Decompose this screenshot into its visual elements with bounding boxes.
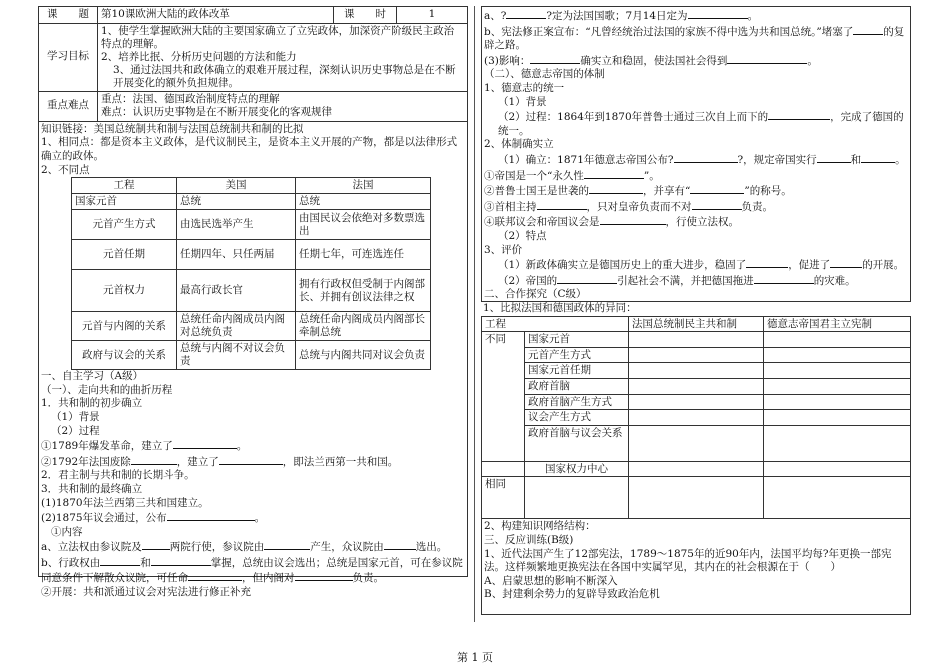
compare-cell: 国家元首: [72, 194, 177, 210]
goals-cell: [98, 23, 468, 91]
germany-item: ④联邦议会和帝国议会是 ，行使立法权。: [484, 216, 739, 229]
germany-item: （1）背景: [498, 95, 547, 108]
germany-item: （1）新政体确实立是德国历史上的重大进步，稳固了 ，促进了 的开展。: [498, 259, 905, 272]
coop-answer-cell[interactable]: [764, 461, 911, 477]
link-line: 知识链接：美国总统制共和制与法国总统制共和制的比拟: [41, 122, 304, 135]
coop-diff-label: 不同: [482, 332, 525, 462]
compare-cell: 总统: [177, 194, 296, 210]
build-line: 2、构建知识网络结构：: [484, 520, 596, 533]
compare-cell: 由选民选举产生: [177, 210, 296, 240]
study-title: 一、自主学习（A级）: [41, 370, 144, 383]
compare-cell: 总统任命内阁成员内阁部长牵制总统: [296, 312, 431, 341]
left-body: [38, 122, 468, 599]
goal-3: 3、通过法国共和政体确立的艰难开展过程，深刻认识历史事物总是在不断开展变化的额外负担规律。: [113, 63, 456, 89]
option-a[interactable]: A、启蒙思想的影响不断深入: [484, 574, 618, 587]
coop-table: [481, 316, 911, 520]
coop-spacer: [482, 461, 525, 477]
coop-answer-cell[interactable]: [629, 378, 764, 394]
study-item: ②开展：共和派通过议会对宪法进行修正补充: [41, 586, 251, 599]
germany-item: （2）过程：1864年到1870年普鲁士通过三次自上而下的 ，完成了德国的统一。: [498, 111, 904, 137]
compare-cell: 总统与内阁共同对议会负责: [296, 341, 431, 370]
study-item: a、立法权由参议院及 两院行使，参议院由 产生，众议院由 选出。: [41, 541, 448, 554]
compare-cell: 总统: [296, 194, 431, 210]
coop-row-label: 国家元首: [525, 332, 629, 348]
germany-item: ②普鲁士国王是世袭的 ，并享有“ ”的称号。: [484, 185, 792, 198]
coop-answer-cell[interactable]: [525, 477, 629, 519]
hours-label: 课 时: [334, 7, 397, 24]
coop-header-de: 德意志帝国君主立宪制: [764, 316, 911, 332]
germany-item: ①帝国是一个“永久性 ”。: [484, 169, 660, 182]
coop-answer-cell[interactable]: [764, 410, 911, 426]
coop-answer-cell[interactable]: [629, 332, 764, 348]
study-item: ②1792年法国废除 ，建立了 ，即法兰西第一共和国。: [41, 455, 399, 468]
compare-cell: 元首任期: [72, 240, 177, 270]
compare-cell: 元首产生方式: [72, 210, 177, 240]
study-item: (2)1875年议会通过，公布 。: [41, 512, 266, 525]
compare-cell: 任期四年、只任两届: [177, 240, 296, 270]
study-item: ①1789年爆发革命，建立了 。: [41, 440, 248, 453]
coop-row-label: 政府首脑与议会关系: [525, 425, 629, 461]
germany-item: 1、德意志的统一: [484, 81, 565, 94]
page-number: 第 1 页: [457, 651, 493, 664]
study-item: （1）背景: [51, 410, 100, 423]
coop-answer-cell[interactable]: [764, 363, 911, 379]
germany-item: （1）确立：1871年德意志帝国公布? ?，规定帝国实行 和 。: [498, 153, 906, 166]
coop-title: 二、合作探究（C级）: [484, 288, 587, 301]
compare-cell: 拥有行政权但受制于内阁部长、并拥有创议法律之权: [296, 270, 431, 312]
germany-item: （2）特点: [498, 229, 547, 242]
study-item: 3．共和制的最终确立: [41, 482, 143, 495]
coop-row-label: 议会产生方式: [525, 410, 629, 426]
coop-row-label: 元首产生方式: [525, 347, 629, 363]
right-line: a、? ?定为法国国歌；7月14日定为 。: [484, 10, 759, 22]
coop-answer-cell[interactable]: [764, 425, 911, 461]
header-table: [38, 6, 468, 122]
key-cell: [98, 91, 468, 121]
coop-answer-cell[interactable]: [629, 394, 764, 410]
option-b[interactable]: B、封建剩余势力的复辟导致政治危机: [484, 588, 660, 601]
coop-answer-cell[interactable]: [764, 332, 911, 348]
germany-title: （二）、德意志帝国的体制: [484, 68, 605, 81]
left-column: [38, 6, 468, 599]
coop-answer-cell[interactable]: [764, 378, 911, 394]
study-item: 2．君主制与共和制的长期斗争。: [41, 469, 195, 482]
coop-row-label: 国家元首任期: [525, 363, 629, 379]
compare-header-item: 工程: [72, 178, 177, 194]
study-item: (1)1870年法兰西第三共和国建立。: [41, 496, 209, 509]
coop-question: 1、比拟法国和德国政体的异同：: [483, 302, 637, 314]
study-item: （2）过程: [51, 424, 100, 437]
right-upper: [481, 6, 911, 302]
coop-answer-cell[interactable]: [629, 347, 764, 363]
coop-row-label: 政府首脑产生方式: [525, 394, 629, 410]
column-divider: [474, 6, 475, 622]
coop-answer-cell[interactable]: [764, 477, 911, 519]
coop-answer-cell[interactable]: [629, 363, 764, 379]
compare-cell: 元首与内阁的关系: [72, 312, 177, 341]
compare-cell: 总统任命内阁成员内阁对总统负责: [177, 312, 296, 341]
study-sub1: （一）、走向共和的曲折历程: [41, 383, 173, 396]
coop-answer-cell[interactable]: [764, 394, 911, 410]
study-item: 1．共和制的初步确立: [41, 397, 143, 410]
key-point-2: 难点：认识历史事物是在不断开展变化的客观规律: [101, 106, 332, 119]
coop-answer-cell[interactable]: [629, 410, 764, 426]
coop-header-item: 工程: [482, 316, 629, 332]
compare-cell: 最高行政长官: [177, 270, 296, 312]
train-title: 三、反应训练(B级): [484, 533, 574, 546]
compare-header-fr: 法国: [296, 178, 431, 194]
goal-1: 1、使学生掌握欧洲大陆的主要国家确立了立宪政体，加深资产阶级民主政治特点的理解。: [101, 24, 455, 50]
key-point-1: 重点：法国、德国政治制度特点的理解: [101, 92, 280, 105]
key-label: 重点难点: [39, 91, 98, 121]
compare-cell: 元首权力: [72, 270, 177, 312]
coop-answer-cell[interactable]: [629, 461, 764, 477]
right-column: [481, 6, 911, 615]
lesson-label: 课 题: [39, 7, 98, 24]
coop-power-label: 国家权力中心: [525, 461, 629, 477]
goal-2: 2、培养比抿、分析历史问题的方法和能力: [101, 50, 297, 63]
compare-cell: 由国民议会依绝对多数票选出: [296, 210, 431, 240]
same-points: 1、相同点：都是资本主义政体，是代议制民主，是资本主义开展的产物，都是以法律形式确立的政体。: [41, 136, 458, 162]
right-line: b、宪法修正案宣布：“凡曾经统治过法国的家族不得中选为共和国总统。”堵塞了 的复辟之路。: [484, 25, 905, 52]
coop-answer-cell[interactable]: [629, 425, 764, 461]
compare-header-us: 美国: [177, 178, 296, 194]
right-line: (3)影响： 确实立和稳固，使法国社会得到 。: [484, 54, 818, 67]
study-item: b、行政权由 和 掌握，总统由议会选出；总统是国家元首，可在参议院同意条件下解散众议院，可任命 ，但内阁对 负责。: [41, 556, 463, 585]
compare-cell: 总统与内阁不对议会负责: [177, 341, 296, 370]
goals-label: 学习目标: [39, 23, 98, 91]
coop-header-fr: 法国总统制民主共和制: [629, 316, 764, 332]
germany-item: （2）帝国的 引起社会不满，并把德国拖进 的灾难。: [498, 274, 856, 287]
germany-item: ③首相主持 ，只对皇帝负责而不对 负责。: [484, 200, 773, 213]
compare-cell: 任期七年，可连选连任: [296, 240, 431, 270]
hours-value: 1: [397, 7, 468, 24]
coop-row-label: 政府首脑: [525, 378, 629, 394]
germany-item: 2、体制确实立: [484, 138, 554, 151]
study-item: ①内容: [51, 525, 83, 538]
germany-item: 3、评价: [484, 243, 523, 256]
lesson-title: 第10课欧洲大陆的政体改革: [98, 7, 334, 24]
compare-cell: 政府与议会的关系: [72, 341, 177, 370]
right-lower: [481, 519, 911, 615]
coop-answer-cell[interactable]: [764, 347, 911, 363]
diff-title: 2、不同点: [41, 163, 90, 176]
compare-table: [71, 177, 431, 370]
coop-same-label: 相同: [482, 477, 525, 519]
coop-answer-cell[interactable]: [629, 477, 764, 519]
train-question: 1、近代法国产生了12部宪法，1789～1875年的近90年内，法国平均每?年更换一部宪法。这样频繁地更换宪法在各国中实属罕见，其内在的社会根源在于（ ）: [484, 547, 892, 574]
